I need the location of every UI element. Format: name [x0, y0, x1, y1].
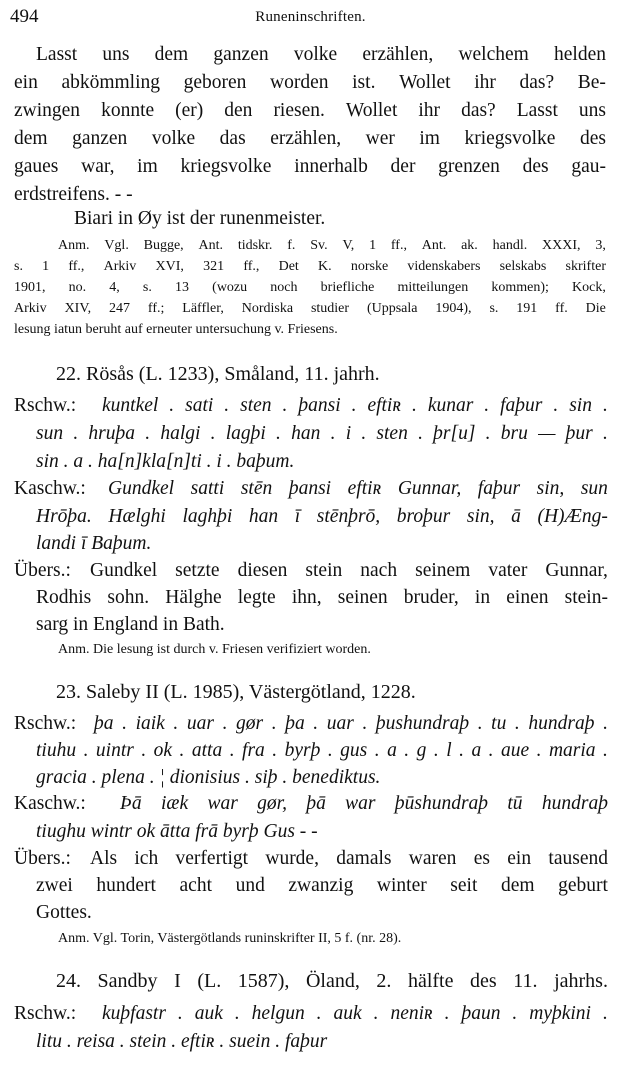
rschw-line: kuþfastr . auk . helgun . auk . neniʀ . þaun . myþkini .: [102, 1003, 608, 1024]
rschw-line: litu . reisa . stein . eftiʀ . suein . faþur: [36, 1031, 328, 1052]
rschw-line: gracia . plena . ¦ dionisius . siþ . benediktus.: [36, 767, 381, 788]
ubers-line: zwei hundert acht und zwanzig winter seit dem geburt: [36, 875, 608, 896]
intro-line: ein abkömmling geboren worden ist. Wollet ihr das? Be-: [14, 72, 606, 93]
kaschw-line: Hrōþa. Hælghi laghþi han ī stēnþrō, broþur sin, ā (H)Æng-: [36, 506, 608, 527]
ubers-line: Rodhis sohn. Hälghe legte ihn, seinen bruder, in einen stein-: [36, 587, 608, 608]
rschw-label: Rschw.:: [14, 395, 77, 416]
page-number: 494: [10, 6, 39, 27]
intro-line: zwingen konnte (er) den riesen. Wollet ihr das? Lasst uns: [14, 100, 606, 121]
page-header: [10, 6, 611, 28]
note-line: Anm. Vgl. Torin, Västergötlands runinskrifter II, 5 f. (nr. 28).: [58, 931, 402, 946]
rschw-label: Rschw.:: [14, 1003, 77, 1024]
ubers-line: Gottes.: [36, 902, 92, 923]
rschw-line: tiuhu . uintr . ok . atta . fra . byrþ . gus . a . g . l . a . aue . maria .: [36, 740, 608, 761]
note-line: s. 1 ff., Arkiv XVI, 321 ff., Det K. norske videnskabers selskabs skrifter: [14, 259, 606, 274]
kaschw-label: Kaschw.:: [14, 793, 86, 814]
kaschw-line: Þā iæk war gør, þā war þūshundraþ tū hundraþ: [120, 793, 608, 814]
rschw-line: þa . iaik . uar . gør . þa . uar . þushundraþ . tu . hundraþ .: [94, 713, 608, 734]
entry-heading: 24. Sandby I (L. 1587), Öland, 2. hälfte des 11. jahrhs.: [56, 970, 608, 992]
note-line: lesung iatun beruht auf erneuter untersuchung v. Friesens.: [14, 322, 338, 337]
kaschw-label: Kaschw.:: [14, 478, 86, 499]
entry-heading: 22. Rösås (L. 1233), Småland, 11. jahrh.: [56, 363, 380, 385]
ubers-line: Als ich verfertigt wurde, damals waren es ein tausend: [90, 848, 608, 869]
runemaster-line: Biari in Øy ist der runenmeister.: [74, 208, 326, 229]
intro-line: Lasst uns dem ganzen volke erzählen, welchem helden: [36, 44, 606, 65]
ubers-line: Gundkel setzte diesen stein nach seinem vater Gunnar,: [90, 560, 608, 581]
rschw-line: kuntkel . sati . sten . þansi . eftiʀ . kunar . faþur . sin .: [102, 395, 608, 416]
intro-line: dem ganzen volke das erzählen, wer im kriegsvolke des: [14, 128, 606, 149]
ubers-line: sarg in England in Bath.: [36, 614, 225, 635]
running-title: Runeninschriften.: [255, 9, 366, 25]
note-line: 1901, no. 4, s. 13 (wozu noch briefliche mitteilungen kommen); Kock,: [14, 280, 606, 295]
entry-heading: 23. Saleby II (L. 1985), Västergötland, 1228.: [56, 681, 416, 703]
kaschw-line: Gundkel satti stēn þansi eftiʀ Gunnar, faþur sin, sun: [108, 478, 608, 499]
note-line: Anm. Vgl. Bugge, Ant. tidskr. f. Sv. V, 1 ff., Ant. ak. handl. XXXI, 3,: [58, 238, 606, 253]
intro-line: erdstreifens. - -: [14, 184, 133, 205]
note-line: Anm. Die lesung ist durch v. Friesen verifiziert worden.: [58, 642, 371, 657]
note-line: Arkiv XIV, 247 ff.; Läffler, Nordiska studier (Uppsala 1904), s. 191 ff. Die: [14, 301, 606, 316]
ubers-label: Übers.:: [14, 560, 71, 581]
kaschw-line: tiughu wintr ok ātta frā byrþ Gus - -: [36, 821, 318, 842]
rschw-line: sin . a . ha[n]kla[n]ti . i . baþum.: [36, 451, 295, 472]
rschw-line: sun . hruþa . halgi . lagþi . han . i . sten . þr[u] . bru — þur .: [36, 423, 608, 444]
rschw-label: Rschw.:: [14, 713, 77, 734]
intro-line: gaues war, im kriegsvolke innerhalb der grenzen des gau-: [14, 156, 606, 177]
ubers-label: Übers.:: [14, 848, 71, 869]
kaschw-line: landi ī Baþum.: [36, 533, 152, 554]
